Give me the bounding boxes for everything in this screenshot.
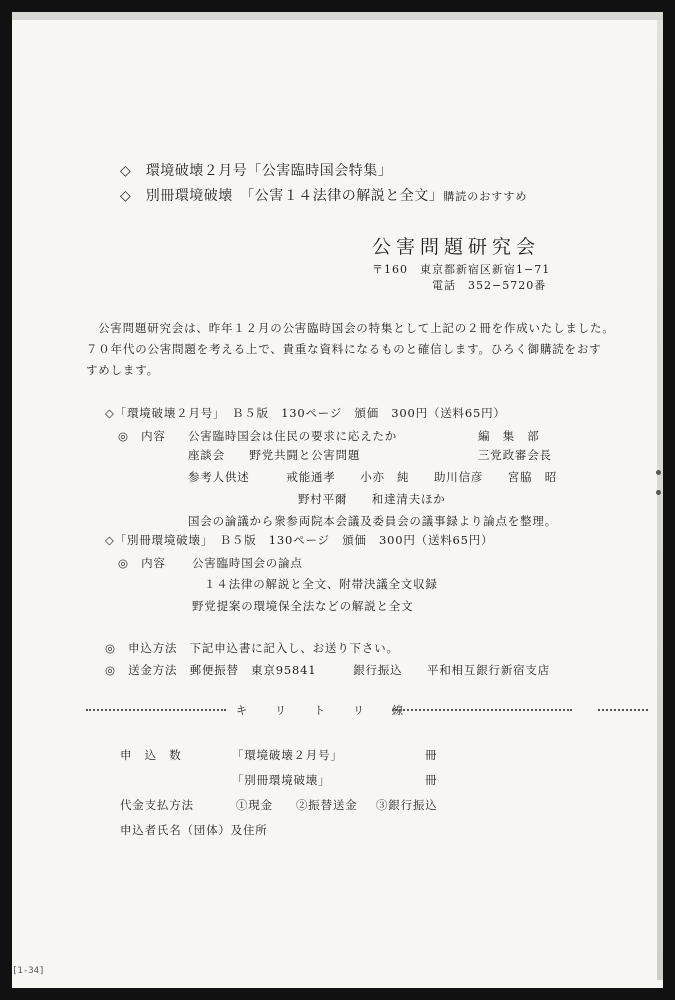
item1-row-1: 公害臨時国会は住民の要求に応えたか (188, 429, 398, 443)
cutline-dots-left (86, 709, 226, 711)
intro-line-3: すめします。 (86, 363, 159, 377)
cutline-dots-right (392, 709, 572, 711)
binding-mark-2 (656, 490, 661, 495)
org-address: 〒160 東京都新宿区新宿1−71 (372, 263, 551, 276)
header-line-2-main: ◇ 別冊環境破壊 「公害１４法律の解説と全文」 (120, 188, 444, 204)
form-item2: 「別冊環境破壊」 (232, 773, 331, 787)
header-line-2 (120, 185, 527, 205)
cutline-dots-edge (598, 709, 648, 711)
item2-row-2: １４法律の解説と全文、附帯決議全文収録 (204, 577, 438, 591)
item1-row-1-right: 編 集 部 (478, 429, 540, 443)
apply-payment: ◎ 送金方法 郵便振替 東京95841 銀行振込 平和相互銀行新宿支店 (105, 663, 551, 677)
org-name: 公害問題研究会 (372, 236, 541, 258)
intro-line-2: ７０年代の公害問題を考える上で、貴重な資料になるものと確信します。ひろく御購読をおす (86, 342, 602, 356)
item2-row-3: 野党提案の環境保全法などの解説と全文 (192, 599, 414, 613)
intro-line-1: 公害問題研究会は、昨年１２月の公害臨時国会の特集として上記の２冊を作成いたしました。 (98, 321, 615, 335)
item2-row-1: 公害臨時国会の論点 (192, 556, 303, 570)
form-name-label: 申込者氏名（団体）及住所 (120, 823, 268, 837)
apply-method: ◎ 申込方法 下記申込書に記入し、お送り下さい。 (105, 641, 399, 655)
item1-content-label: ◎ 内容 (118, 429, 166, 443)
item1-row-5: 国会の論議から衆参両院本会議及委員会の議事録より論点を整理。 (188, 514, 557, 528)
form-count-label: 申 込 数 (120, 748, 182, 762)
header-line-1: ◇ 環境破壊２月号「公害臨時国会特集」 (120, 163, 393, 179)
item1-row-3: 参考人供述 戒能通孝 小亦 純 助川信彦 宮脇 昭 (188, 470, 557, 484)
form-pay-transfer: ②振替送金 (296, 798, 358, 812)
right-edge (657, 20, 663, 980)
org-phone: 電話 352−5720番 (432, 279, 547, 292)
item2-title: ◇「別冊環境破壊」 Ｂ５版 130ページ 頒価 300円（送料65円） (105, 533, 494, 547)
item2-content-label: ◎ 内容 (118, 556, 166, 570)
form-item1-unit: 冊 (425, 748, 438, 762)
form-item1: 「環境破壊２月号」 (232, 748, 343, 762)
form-pay-cash: ①現金 (236, 798, 273, 812)
form-pay-bank: ③銀行振込 (376, 798, 438, 812)
cutline-label: キ リ ト リ 線 (236, 704, 405, 717)
item1-row-4: 野村平爾 和達清夫ほか (298, 492, 446, 506)
form-item2-unit: 冊 (425, 773, 438, 787)
archive-mark: [1-34] (12, 966, 45, 976)
header-line-2-suffix: 購読のおすすめ (443, 190, 528, 203)
top-edge (12, 12, 663, 20)
binding-mark-1 (656, 470, 661, 475)
item1-title: ◇「環境破壊２月号」 Ｂ５版 130ページ 頒価 300円（送料65円） (105, 406, 506, 420)
item1-row-2: 座談会 野党共闘と公害問題 (188, 448, 361, 462)
form-pay-label: 代金支払方法 (120, 798, 194, 812)
item1-row-2-right: 三党政審会長 (478, 448, 552, 462)
